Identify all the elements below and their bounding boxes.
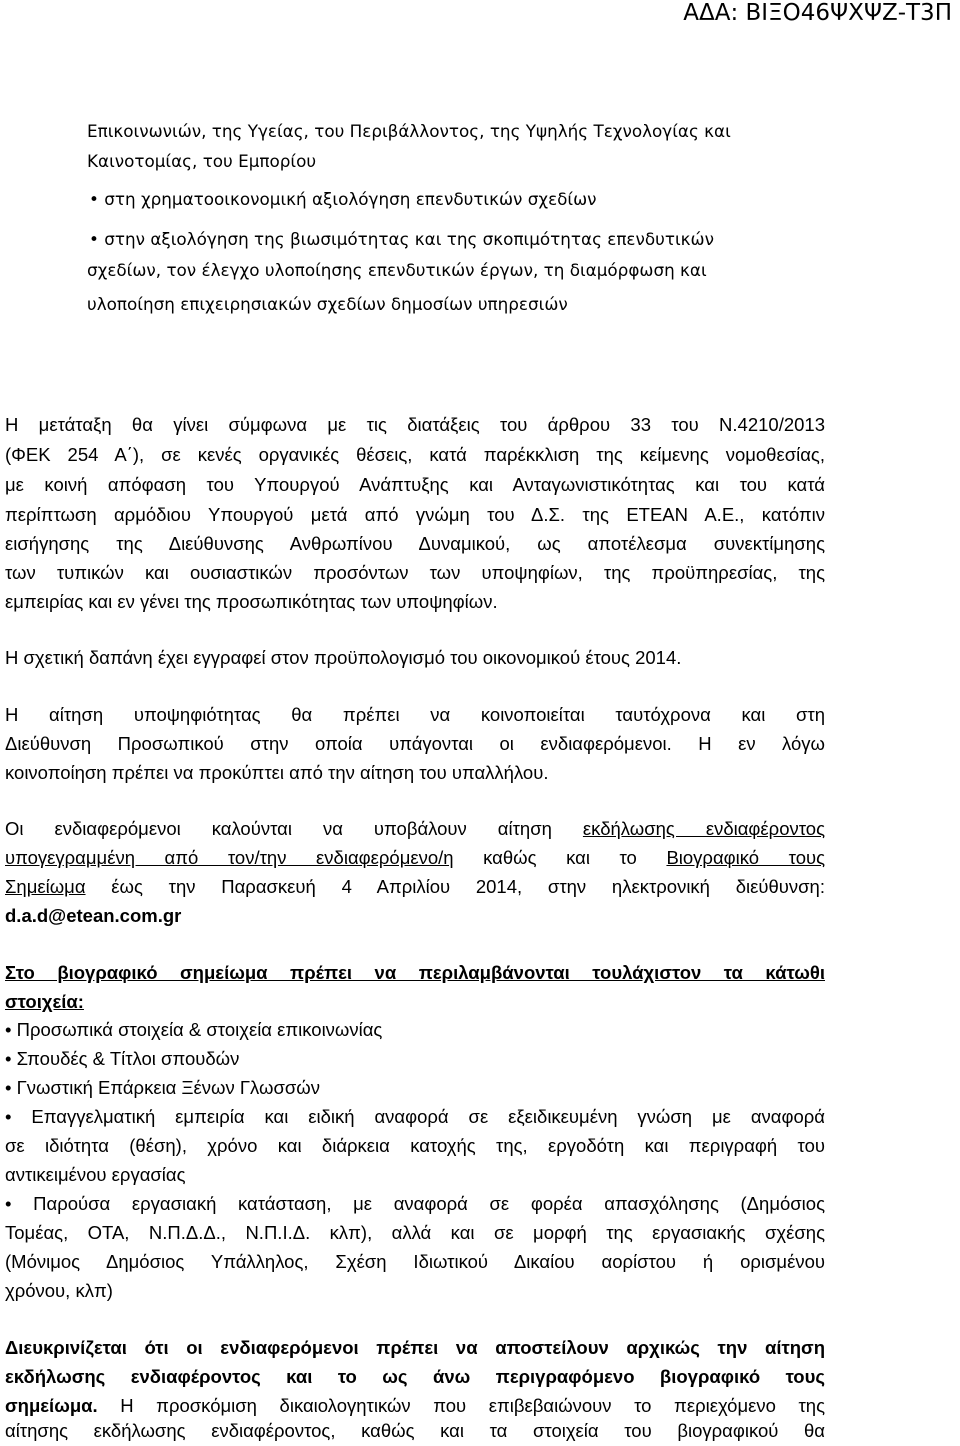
text-line: υπογεγραμμένη από τον/την ενδιαφερόμενο/η καθώς και το Βιογραφικό τους xyxy=(5,847,826,868)
text-line: εισήγησης της Διεύθυνσης Ανθρωπίνου Δυναμικού, ως αποτέλεσμα συνεκτίμησης xyxy=(5,533,825,554)
text-line: με κοινή απόφαση του Υπουργού Ανάπτυξης και Ανταγωνιστικότητας και του κατά xyxy=(5,474,825,495)
text-line: χρόνου, κλπ) xyxy=(5,1280,113,1301)
text-line: σχεδίων, τον έλεγχο υλοποίησης επενδυτικών έργων, τη διαμόρφωση και xyxy=(87,260,707,280)
text-line: κοινοποίηση πρέπει να προκύπτει από την αίτηση του υπαλλήλου. xyxy=(5,762,549,783)
bullet-item: • στη χρηματοοικονομική αξιολόγηση επενδυτικών σχεδίων xyxy=(89,189,597,209)
text-line: σε ιδιότητα (θέση), χρόνο και διάρκεια κατοχής της, εργοδότη και περιγραφή του xyxy=(5,1135,825,1156)
list-item: • Γνωστική Επάρκεια Ξένων Γλωσσών xyxy=(5,1077,321,1098)
text-line: Διεύθυνση Προσωπικού στην οποία υπάγονται οι ενδιαφερόμενοι. Η εν λόγω xyxy=(5,733,825,754)
underlined-text: Σημείωμα xyxy=(5,876,86,897)
paragraph-budget: Η σχετική δαπάνη έχει εγγραφεί στον προϋπολογισμό του οικονομικού έτους 2014. xyxy=(5,647,682,668)
text-line: Επικοινωνιών, της Υγείας, του Περιβάλλοντος, της Υψηλής Τεχνολογίας και xyxy=(87,121,731,141)
text-line: Η αίτηση υποψηφιότητας θα πρέπει να κοινοποιείται ταυτόχρονα και στη xyxy=(5,704,825,725)
bullet-item: • στην αξιολόγηση της βιωσιμότητας και της σκοπιμότητας επενδυτικών xyxy=(89,229,714,249)
list-item: • Παρούσα εργασιακή κατάσταση, με αναφορά σε φορέα απασχόλησης (Δημόσιος xyxy=(5,1193,825,1214)
text-line: των τυπικών και ουσιαστικών προσόντων των υποψηφίων, της προϋπηρεσίας, της xyxy=(5,562,825,583)
ada-header: ΑΔΑ: ΒΙΞΟ46ΨΧΨΖ-Τ3Π xyxy=(683,0,952,26)
text-line: αίτησης εκδήλωσης ενδιαφέροντος, καθώς και τα στοιχεία του βιογραφικού θα xyxy=(5,1420,825,1441)
text-line: Οι ενδιαφερόμενοι καλούνται να υποβάλουν αίτηση εκδήλωσης ενδιαφέροντος xyxy=(5,818,825,839)
text-line: Τομέας, ΟΤΑ, Ν.Π.Δ.Δ., Ν.Π.Ι.Δ. κλπ), αλλά και σε μορφή της εργασιακής σχέσης xyxy=(5,1222,825,1243)
text-line: Διευκρινίζεται ότι οι ενδιαφερόμενοι πρέπει να αποστείλουν αρχικώς την αίτηση xyxy=(5,1337,825,1358)
email-address[interactable]: d.a.d@etean.com.gr xyxy=(5,905,182,926)
text-line: Σημείωμα έως την Παρασκευή 4 Απριλίου 2014, στην ηλεκτρονική διεύθυνση: xyxy=(5,876,825,897)
text-line: Καινοτομίας, του Εμπορίου xyxy=(87,151,317,171)
text-line: (ΦΕΚ 254 Α΄), σε κενές οργανικές θέσεις, κατά παρέκκλιση της κείμενης νομοθεσίας, xyxy=(5,444,825,465)
text-line: υλοποίηση επιχειρησιακών σχεδίων δημοσίων υπηρεσιών xyxy=(87,294,568,314)
text-line: αντικειμένου εργασίας xyxy=(5,1164,186,1185)
text-line: (Μόνιμος Δημόσιος Υπάλληλος, Σχέση Ιδιωτικού Δικαίου αορίστου ή ορισμένου xyxy=(5,1251,825,1272)
list-item: • Προσωπικά στοιχεία & στοιχεία επικοινωνίας xyxy=(5,1019,383,1040)
underlined-text: υπογεγραμμένη από τον/την ενδιαφερόμενο/η xyxy=(5,847,454,868)
section-heading: Στο βιογραφικό σημείωμα πρέπει να περιλαμβάνονται τουλάχιστον τα κάτωθι xyxy=(5,962,825,983)
underlined-text: Βιογραφικό τους xyxy=(666,847,826,868)
text-line: εκδήλωσης ενδιαφέροντος και το ως άνω περιγραφόμενο βιογραφικό τους xyxy=(5,1366,825,1387)
text-line: Η μετάταξη θα γίνει σύμφωνα με τις διατάξεις του άρθρου 33 του Ν.4210/2013 xyxy=(5,414,825,435)
text-line: εμπειρίας και εν γένει της προσωπικότητας των υποψηφίων. xyxy=(5,591,498,612)
text-line: σημείωμα. Η προσκόμιση δικαιολογητικών που επιβεβαιώνουν το περιεχόμενο της xyxy=(5,1395,825,1416)
text-line: περίπτωση αρμόδιου Υπουργού μετά από γνώμη του Δ.Σ. της ΕΤΕΑΝ Α.Ε., κατόπιν xyxy=(5,504,825,525)
underlined-text: εκδήλωσης ενδιαφέροντος xyxy=(582,818,825,839)
section-heading: στοιχεία: xyxy=(5,991,84,1012)
list-item: • Επαγγελματική εμπειρία και ειδική αναφορά σε εξειδικευμένη γνώση με αναφορά xyxy=(5,1106,825,1127)
list-item: • Σπουδές & Τίτλοι σπουδών xyxy=(5,1048,240,1069)
